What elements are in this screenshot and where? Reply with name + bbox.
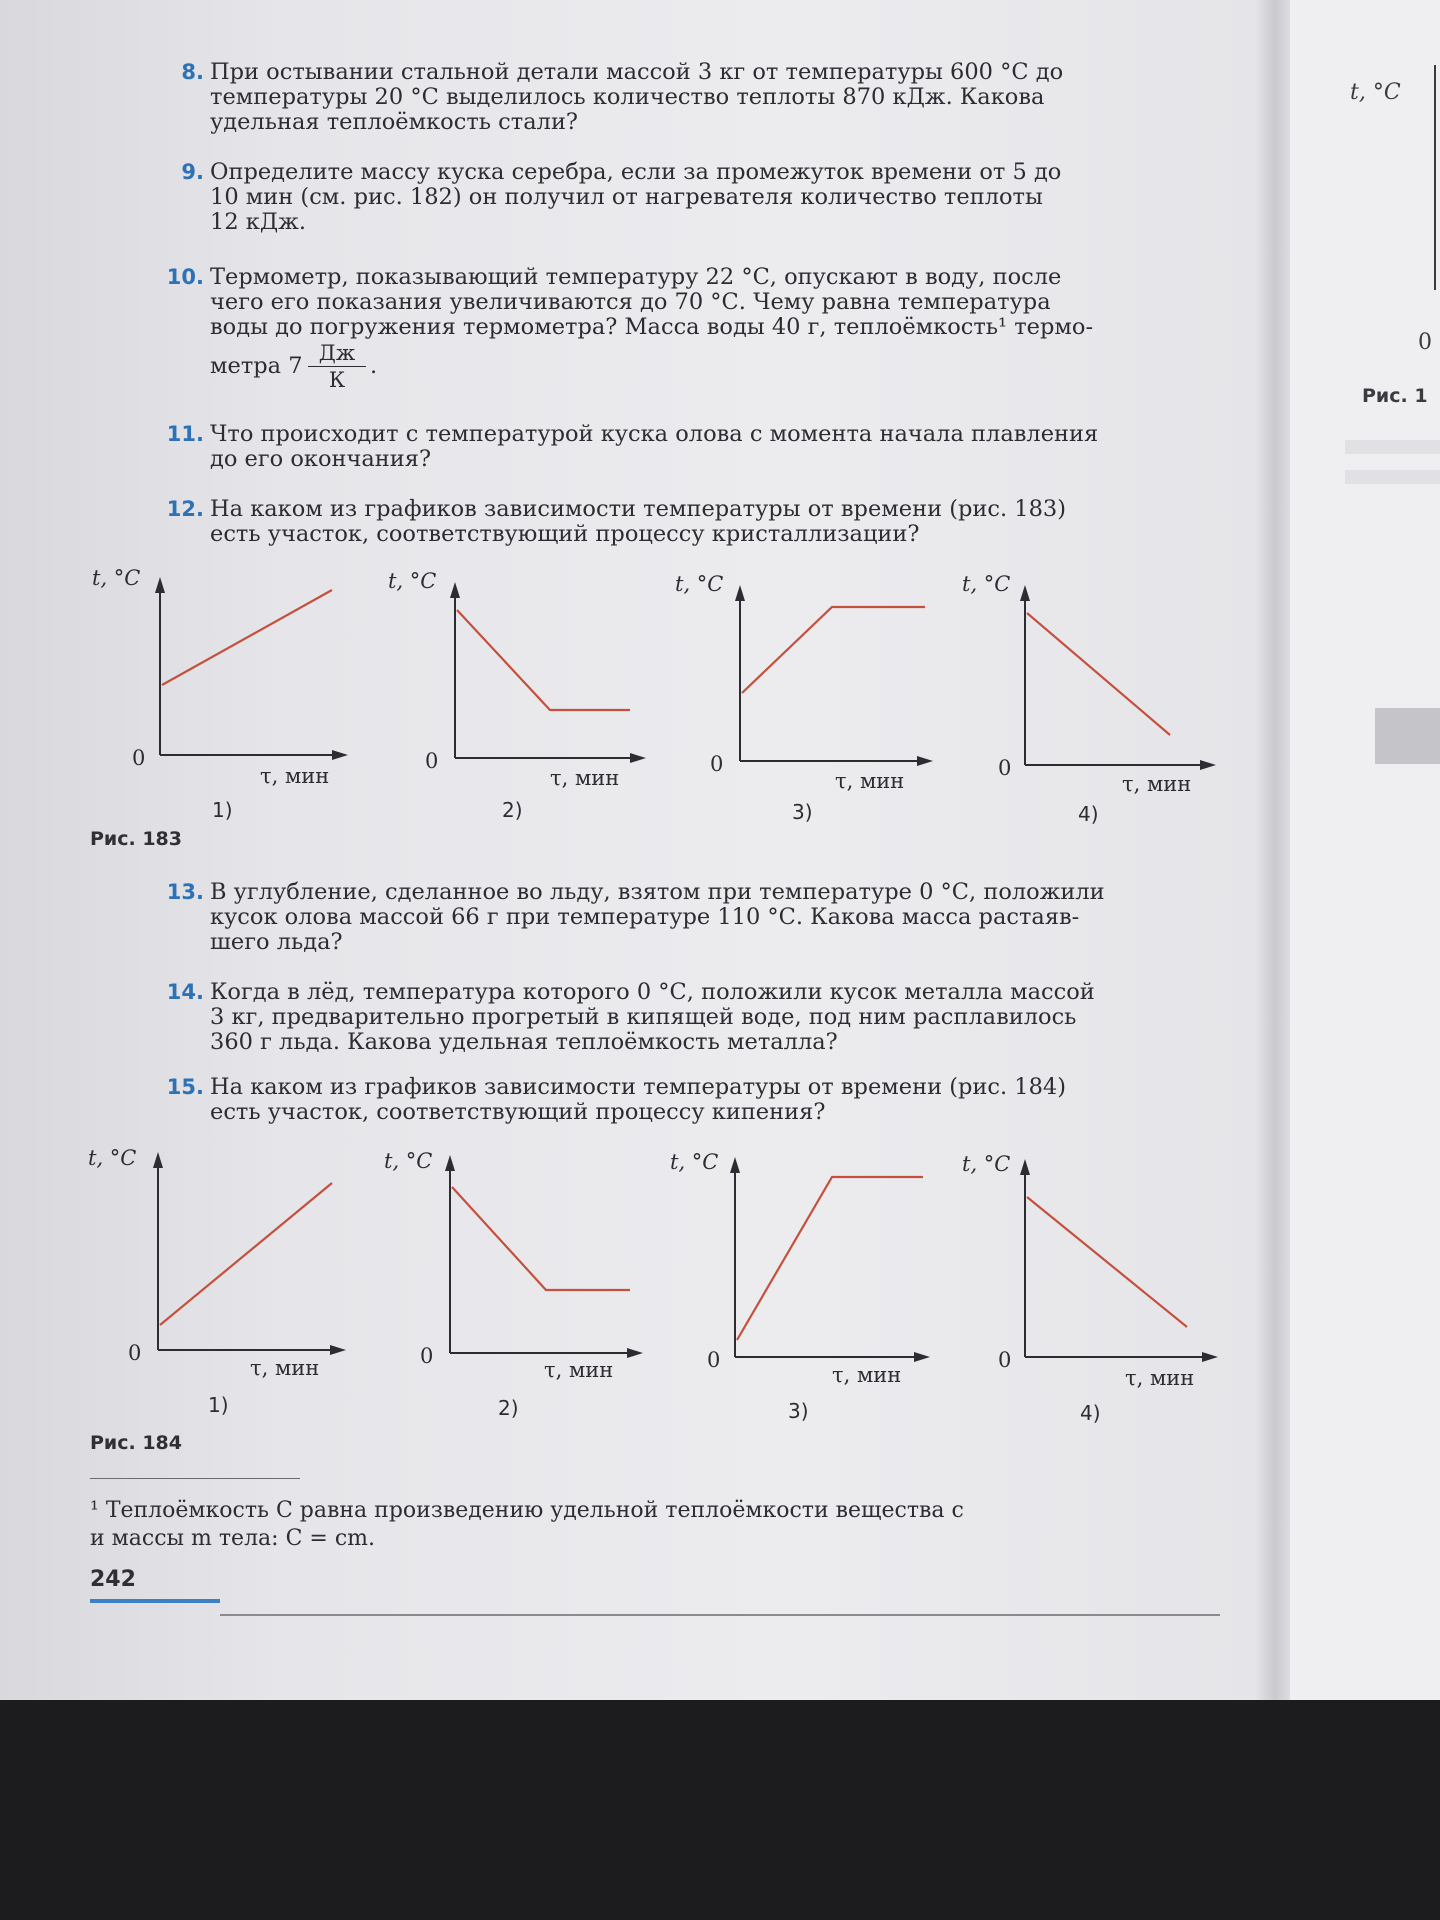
origin-label: 0 (425, 749, 439, 773)
task-text: На каком из графиков зависимости температуры от времени (рис. 183) есть участок, соответствующий процессу кристаллизации? (210, 496, 1067, 547)
page-number-bar (90, 1599, 220, 1603)
task-text: На каком из графиков зависимости температуры от времени (рис. 184) есть участок, соответствующий процессу кипения? (210, 1074, 1067, 1125)
footnote-text: ¹ Теплоёмкость C равна произведению удельной теплоёмкости вещества c и массы m тела: C = cm. (90, 1498, 964, 1551)
task-10-formula (210, 340, 1210, 392)
task-number: 12. (166, 497, 204, 521)
y-axis-arrow (445, 1155, 455, 1171)
footnote-divider (90, 1478, 300, 1479)
panel-number: 4) (1078, 802, 1099, 826)
right-page-shaded-block (1375, 708, 1440, 764)
panel-number: 1) (208, 1393, 229, 1417)
fig183-panel-2 (388, 569, 646, 822)
y-axis-label: t, °C (670, 1150, 719, 1174)
temperature-curve (457, 610, 630, 710)
y-axis-arrow (450, 582, 460, 598)
page-number: 242 (90, 1567, 136, 1592)
fig184-panel-1 (88, 1146, 346, 1417)
right-page-edge (1290, 0, 1440, 1700)
origin-label: 0 (128, 1341, 142, 1365)
task-text: Когда в лёд, температура которого 0 °С, положили кусок металла массой 3 кг, предварительно прогретый в кипящей воде, под ним расплавилось 360 г льда. Какова удельная теплоёмкость металла? (210, 979, 1095, 1055)
fraction-denominator: К (328, 368, 346, 392)
y-axis-label: t, °C (962, 1152, 1011, 1176)
fig183-panel-4 (962, 572, 1216, 826)
task-number: 10. (166, 265, 204, 289)
task-text: При остывании стальной детали массой 3 кг от температуры 600 °С до температуры 20 °С выделилось количество теплоты 870 кДж. Какова удельная теплоёмкость стали? (210, 59, 1064, 135)
footnote (90, 1497, 1220, 1553)
x-axis-arrow (627, 1348, 643, 1358)
task-11 (166, 421, 1210, 472)
figure-184-caption: Рис. 184 (90, 1432, 182, 1454)
fig184-panel-3 (670, 1150, 930, 1423)
task-number: 8. (181, 60, 204, 84)
task-number: 15. (166, 1075, 204, 1099)
right-page-origin: 0 (1418, 330, 1432, 355)
x-axis-arrow (332, 750, 348, 760)
panel-number: 2) (498, 1396, 519, 1420)
y-axis-arrow (735, 585, 745, 601)
y-axis-label: t, °C (962, 572, 1011, 596)
origin-label: 0 (132, 746, 146, 770)
right-page-axis (1434, 65, 1436, 290)
right-page-faded-text (1345, 440, 1440, 454)
task-number: 13. (166, 880, 204, 904)
fig184-panel-2 (384, 1149, 643, 1420)
figure-183-graphs (70, 555, 1230, 825)
temperature-curve (162, 590, 332, 685)
fig183-panel-1 (92, 566, 348, 822)
y-axis-label: t, °C (388, 569, 437, 593)
temperature-curve (1027, 1197, 1187, 1327)
origin-label: 0 (998, 756, 1012, 780)
task-8 (181, 59, 1210, 135)
x-axis-arrow (1200, 760, 1216, 770)
temperature-curve (742, 607, 925, 693)
task-text: Термометр, показывающий температуру 22 °С, опускают в воду, после чего его показания увеличиваются до 70 °С. Чему равна температура воды до погружения термометра? Масса воды 40 г, теплоёмкость¹ термо- (210, 264, 1094, 340)
panel-number: 1) (212, 798, 233, 822)
figure-183-caption: Рис. 183 (90, 828, 182, 850)
y-axis-arrow (730, 1157, 740, 1173)
task-13 (166, 879, 1210, 955)
panel-number: 3) (792, 800, 813, 824)
task-12 (166, 496, 1210, 547)
formula-end: . (370, 353, 378, 379)
right-page-axis-label: t, °C (1350, 80, 1401, 105)
right-page-faded-text (1345, 470, 1440, 484)
x-axis-label: τ, мин (544, 1358, 614, 1382)
page-bottom-rule (220, 1614, 1220, 1616)
x-axis-arrow (917, 756, 933, 766)
y-axis-arrow (1020, 1159, 1030, 1175)
unit-fraction (308, 340, 366, 393)
task-10 (166, 264, 1210, 392)
origin-label: 0 (998, 1348, 1012, 1372)
y-axis-arrow (1020, 585, 1030, 601)
x-axis-label: τ, мин (260, 764, 330, 788)
task-text: Что происходит с температурой куска олова с момента начала плавления до его окончания? (210, 421, 1099, 472)
task-14 (166, 979, 1210, 1055)
fraction-numerator: Дж (308, 340, 366, 367)
x-axis-label: τ, мин (550, 766, 620, 790)
temperature-curve (1027, 613, 1170, 735)
y-axis-arrow (153, 1152, 163, 1168)
x-axis-arrow (1202, 1352, 1218, 1362)
x-axis-arrow (630, 753, 646, 763)
y-axis-label: t, °C (88, 1146, 137, 1170)
x-axis-arrow (914, 1352, 930, 1362)
temperature-curve (737, 1177, 923, 1340)
task-text: В углубление, сделанное во льду, взятом при температуре 0 °С, положили кусок олова массой 66 г при температуре 110 °С. Какова масса растаяв- шего льда? (210, 879, 1105, 955)
origin-label: 0 (710, 752, 724, 776)
task-9 (181, 159, 1210, 235)
origin-label: 0 (420, 1344, 434, 1368)
origin-label: 0 (707, 1348, 721, 1372)
figure-184-graphs (70, 1135, 1230, 1435)
task-number: 9. (181, 160, 204, 184)
panel-number: 2) (502, 798, 523, 822)
figure-183 (70, 555, 1230, 825)
temperature-curve (452, 1187, 630, 1290)
formula-prefix: метра 7 (210, 353, 303, 379)
y-axis-label: t, °C (384, 1149, 433, 1173)
book-gutter (1255, 0, 1295, 1700)
x-axis-label: τ, мин (1122, 772, 1192, 796)
y-axis-label: t, °C (92, 566, 141, 590)
x-axis-arrow (330, 1345, 346, 1355)
x-axis-label: τ, мин (835, 769, 905, 793)
right-page-caption: Рис. 1 (1362, 385, 1428, 407)
figure-184 (70, 1135, 1230, 1435)
x-axis-label: τ, мин (1125, 1366, 1195, 1390)
fig183-panel-3 (675, 572, 933, 824)
panel-number: 3) (788, 1399, 809, 1423)
x-axis-label: τ, мин (250, 1356, 320, 1380)
y-axis-label: t, °C (675, 572, 724, 596)
y-axis-arrow (155, 577, 165, 593)
temperature-curve (160, 1183, 332, 1325)
task-number: 14. (166, 980, 204, 1004)
fig184-panel-4 (962, 1152, 1218, 1425)
task-15 (166, 1074, 1210, 1125)
panel-number: 4) (1080, 1401, 1101, 1425)
task-number: 11. (166, 422, 204, 446)
x-axis-label: τ, мин (832, 1363, 902, 1387)
task-text: Определите массу куска серебра, если за промежуток времени от 5 до 10 мин (см. рис. 182) он получил от нагревателя количество теплоты 12 кДж. (210, 159, 1062, 235)
